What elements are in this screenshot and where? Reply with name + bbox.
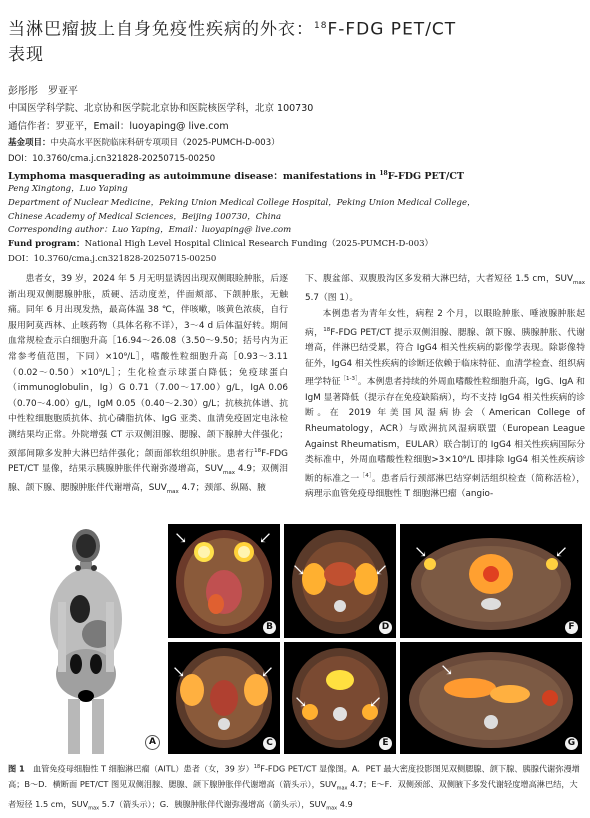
- sub-run: max: [222, 469, 235, 476]
- panel-label-g: G: [565, 737, 578, 750]
- panel-f-transverse: [400, 524, 582, 638]
- affiliation: 中国医学科学院、北京协和医学院北京协和医院核医学科，北京 100730: [8, 103, 314, 114]
- fund-text: 中央高水平医院临床科研专项项目（2025-PUMCH-D-003）: [50, 138, 280, 148]
- text-run: 。患者后行颈部淋巴结穿刺活组织检查（简称活检），病理示血管免疫母细胞性 T 细胞淋巴瘤（angio-: [305, 473, 585, 500]
- panel-label-f: F: [565, 621, 578, 634]
- body-left-paragraph: [8, 272, 288, 501]
- text-run: F-FDG PET/CT 显像，结果示胰腺肿胀伴代谢弥漫增高，SUV: [8, 448, 288, 475]
- english-title-part2: F-FDG PET/CT: [387, 171, 464, 182]
- text-run: F-FDG PET/CT 提示双侧泪腺、腮腺、颌下腺、胰腺肿胀、代谢增高，伴淋巴结受累，符合 IgG4 相关性疾病的影像学表现。除影像特征外，IgG4 相关性疾病的诊断还依赖于临床特征、血清学检查、组织病理学特征: [305, 327, 585, 388]
- text-run: 4.7；E～F．双侧颈部、双侧腋下多发代谢轻度增高淋巴结，大者短径 1.5 cm，SUV: [8, 779, 578, 810]
- title-zh-part2: F-FDG PET/CT: [327, 19, 457, 40]
- sub-run: max: [573, 279, 585, 286]
- panel-a-mip: [8, 524, 164, 754]
- arrow-icon: ↙: [374, 560, 388, 579]
- text-run: F-FDG PET/CT 显像图。A．PET 最大密度投影图见双侧腮腺、颌下腺、胰腺代谢弥漫增高；B～D．横断面 PET/CT 图见双侧泪腺、腮腺、颌下腺肿胀伴代谢增高（箭头示），SUV: [8, 763, 580, 790]
- sup-run: 18: [254, 447, 262, 454]
- text-run: 4.9: [337, 799, 353, 810]
- sup-run: 18: [323, 326, 331, 333]
- figure-caption: [8, 760, 582, 818]
- panel-label-a: A: [145, 735, 160, 750]
- body-left-column: [8, 272, 288, 501]
- text-run: 血管免疫母细胞性 T 细胞淋巴瘤（AITL）患者（女，39 岁）: [24, 763, 254, 774]
- text-run: 患者女，39 岁，2024 年 5 月无明显诱因出现双侧眼睑肿胀，后逐渐出现双侧腮腺肿胀，质硬、活动度差，伴面颊部、下颌肿胀，无触痛。同年 6 月出现发热，最高体温 38 ℃，伴咳嗽，咳黄色浓痰，自行服用阿莫西林、止咳药物（具体名称不详），3～4 d 后体温好转。期间血常规检查示白细胞升高［16.94～26.08（3.50～9.50；括号内为正常参考值范围，下同）×10⁹/L］，嗜酸性粒细胞升高［0.93～3.11（0.02～0.50）×10⁹/L］；生化检查示球蛋白降低；免疫球蛋白（immunoglobulin，Ig）G 0.71（7.00～17.00）g/L，IgA 0.06（0.70～4.00）g/L，IgM 0.05（0.40～2.30）g/L；抗核抗体谱、抗中性粒细胞胞质抗体、抗心磷脂抗体、IgG 亚类、血清免疫固定电泳检测结果均正常。外院增强 CT 示双侧泪腺、腮腺、颌下腺肿大伴强化；颈部间隙多发肿大淋巴结伴强化；颌面部软组织肿胀。患者行: [8, 274, 288, 459]
- text-run: 。本例患者持续的外周血嗜酸性粒细胞升高，IgG、IgA 和 IgM 显著降低（提示存在免疫缺陷病），均不支持 IgG4 相关性疾病的诊断。在 2019 年美国风湿病协会（American College of Rheumatology，ACR）与欧洲抗风湿病联盟（European League Against Rheumatism，EULAR）联合制订的 IgG4 相关性疾病国际分类标准中，外周血嗜酸性粒细胞>3×10⁹/L 即排除 IgG4 相关性疾病诊断的标准之一: [305, 377, 585, 484]
- english-affiliation-line2: Chinese Academy of Medical Sciences，Beijing 100730，China: [8, 212, 282, 222]
- ref-run: ［4］: [359, 472, 372, 479]
- panel-label-e: E: [379, 737, 392, 750]
- arrow-icon: ↙: [368, 692, 382, 711]
- title-zh-part3: 表现: [8, 44, 44, 65]
- text-run: 4.7；颈部、纵隔、腋: [178, 483, 266, 494]
- panel-d-transverse: [284, 524, 396, 638]
- body-right-paragraph-0: [305, 272, 585, 307]
- panel-g-transverse: [400, 642, 582, 754]
- panel-label-d: D: [379, 621, 392, 634]
- english-affiliation-line1: Department of Nuclear Medicine，Peking Union Medical College Hospital，Peking Union Medical College，: [8, 198, 476, 208]
- arrow-icon: ↙: [258, 528, 272, 547]
- panel-c-transverse: [168, 642, 280, 754]
- english-doi: DOI：10.3760/cma.j.cn321828-20250715-00250: [8, 254, 217, 264]
- ref-run: ［1-3］: [340, 376, 358, 383]
- arrow-icon: ↘: [292, 560, 306, 579]
- english-corresponding: Corresponding author：Luo Yaping，Email：luoyaping@ live.com: [8, 225, 292, 235]
- english-fund-text: National High Level Hospital Clinical Research Funding（2025-PUMCH-D-003）: [84, 239, 434, 249]
- authors: 彭彤彤 罗亚平: [8, 86, 78, 97]
- arrow-icon: ↘: [172, 662, 186, 681]
- text-run: 5.7（箭头示）；G．胰腺肿胀伴代谢弥漫增高（箭头示），SUV: [99, 799, 327, 810]
- english-fund-label: Fund program：: [8, 239, 85, 249]
- arrow-icon: ↘: [414, 542, 428, 561]
- sub-run: max: [336, 785, 348, 792]
- panel-e-transverse: [284, 642, 396, 754]
- english-fund: [8, 237, 433, 249]
- doi: DOI：10.3760/cma.j.cn321828-20250715-00250: [8, 154, 216, 164]
- arrow-icon: ↘: [294, 692, 308, 711]
- arrow-icon: ↘: [174, 528, 188, 547]
- text-run: 4.9；双侧泪腺、颌下腺、腮腺肿胀伴代谢增高，SUV: [8, 464, 288, 494]
- english-title-sup: 18: [379, 169, 388, 177]
- arrow-icon: ↘: [440, 660, 454, 679]
- panel-label-b: B: [263, 621, 276, 634]
- arrow-icon: ↙: [260, 662, 274, 681]
- corresponding-author: 通信作者：罗亚平，Email：luoyaping@ live.com: [8, 121, 229, 132]
- title-sup: 18: [314, 21, 328, 31]
- sup-run: 18: [253, 764, 261, 770]
- figure-1: [8, 524, 582, 756]
- article-title: [8, 14, 568, 68]
- english-title: [8, 168, 464, 182]
- sub-run: max: [88, 806, 100, 813]
- caption-label: 图 1: [8, 763, 25, 774]
- pet-ct-image-g: [400, 642, 582, 754]
- arrow-icon: ↙: [554, 542, 568, 561]
- title-zh-part1: 当淋巴瘤披上自身免疫性疾病的外衣：: [8, 19, 314, 40]
- fund-program: [8, 136, 280, 148]
- text-run: 5.7（图 1）。: [305, 293, 359, 304]
- pet-ct-image-c: [168, 642, 280, 754]
- english-title-part1: Lymphoma masquerading as autoimmune disease：manifestations in: [8, 171, 380, 182]
- english-authors: Peng Xingtong，Luo Yaping: [8, 184, 128, 194]
- text-run: 下、腹盆部、双腹股沟区多发稍大淋巴结，大者短径 1.5 cm，SUV: [305, 274, 574, 284]
- mip-body-image: [8, 524, 164, 754]
- sub-run: max: [326, 806, 338, 813]
- text-run: 本例患者为青年女性，病程 2 个月，以眼睑肿胀、唾液腺肿胀起病，: [305, 308, 585, 338]
- panel-b-transverse: [168, 524, 280, 638]
- body-right-column: [305, 272, 585, 503]
- sub-run: max: [166, 489, 179, 496]
- body-right-paragraph-1: [305, 307, 585, 503]
- fund-label: 基金项目：: [8, 138, 51, 148]
- pet-ct-image-d: [284, 524, 396, 638]
- panel-label-c: C: [263, 737, 276, 750]
